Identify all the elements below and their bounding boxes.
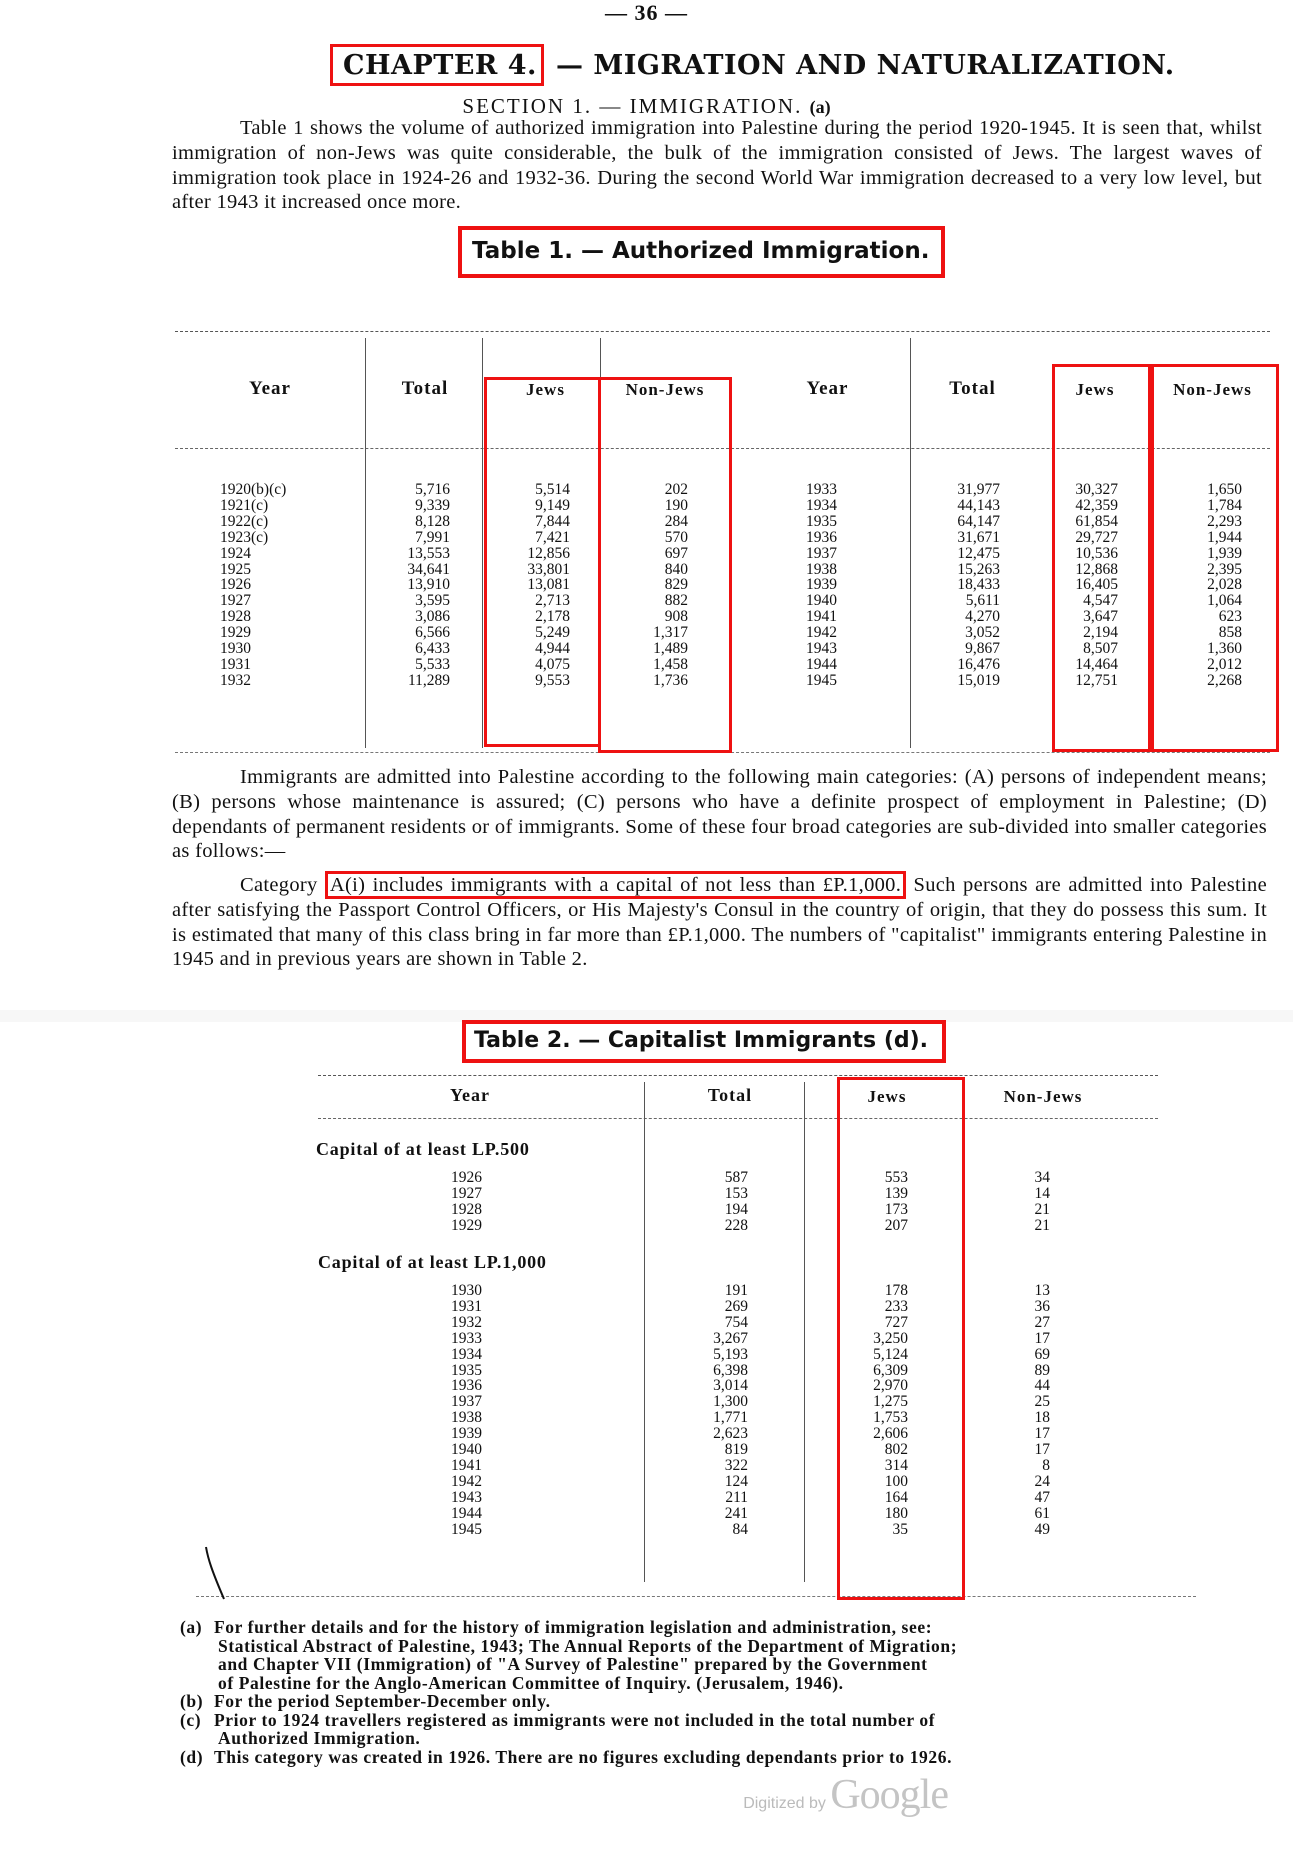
chapter-heading bbox=[330, 44, 1175, 86]
table-cell: 1942 bbox=[451, 1472, 482, 1490]
table-cell: 1924 bbox=[220, 544, 251, 562]
table-cell: 1,753 bbox=[873, 1409, 908, 1427]
table-cell: 5,716 bbox=[415, 481, 450, 498]
table2-group1-years bbox=[451, 1170, 511, 1234]
table-cell: 34 bbox=[1034, 1169, 1050, 1186]
table-cell: 1942 bbox=[806, 624, 837, 642]
table-cell: 16,405 bbox=[1075, 576, 1118, 594]
category-highlight: A(i) includes immigrants with a capital of not less than £P.1,000. bbox=[325, 871, 906, 899]
table-cell: 1940 bbox=[806, 592, 837, 610]
table1-divider bbox=[910, 338, 911, 748]
table-cell: 322 bbox=[724, 1456, 748, 1474]
table-cell: 69 bbox=[1034, 1345, 1050, 1363]
table2-header-non-jews: Non-Jews bbox=[1003, 1087, 1083, 1106]
categories-paragraph: Immigrants are admitted into Palestine according to the following main categories: (A) persons of independent means; (B) persons whose maintenance is assured; (C) persons who have a definite prospect of employment in Palestine; (D) dependants of permanent residents or of immigrants. Some of these four broad categories are sub-divided into smaller categories as follows:— bbox=[172, 766, 1267, 863]
table-cell: 2,395 bbox=[1207, 560, 1242, 578]
table-cell: 570 bbox=[664, 528, 688, 546]
table1-top-rule bbox=[175, 331, 1270, 332]
footnote-label: (d) bbox=[180, 1746, 204, 1767]
table-cell: 1,300 bbox=[713, 1393, 748, 1411]
table-cell: 1920(b)(c) bbox=[220, 481, 287, 498]
table-cell: 3,647 bbox=[1083, 608, 1118, 626]
table-cell: 12,751 bbox=[1075, 671, 1118, 689]
table-cell: 35 bbox=[892, 1520, 908, 1538]
table-cell: 5,611 bbox=[965, 592, 1000, 610]
table1-header-total: Total bbox=[401, 378, 449, 399]
table-cell: 754 bbox=[724, 1313, 748, 1331]
table-cell: 2,623 bbox=[713, 1425, 748, 1443]
table-cell: 24 bbox=[1034, 1472, 1050, 1490]
table2-group1-non-jews bbox=[1000, 1170, 1050, 1234]
table-cell: 1935 bbox=[451, 1361, 482, 1379]
table-cell: 553 bbox=[884, 1169, 908, 1186]
table-cell: 4,075 bbox=[535, 655, 570, 673]
table1-header-year: Year bbox=[806, 378, 849, 399]
table-cell: 84 bbox=[732, 1520, 748, 1538]
table-cell: 1932 bbox=[451, 1313, 482, 1331]
table-cell: 2,268 bbox=[1207, 671, 1242, 689]
table2-divider bbox=[644, 1082, 645, 1582]
footnote-text: Authorized Immigration. bbox=[218, 1728, 421, 1748]
highlight-box-jews-right bbox=[1052, 364, 1151, 752]
table-cell: 1943 bbox=[806, 640, 837, 658]
table-cell: 882 bbox=[664, 592, 688, 610]
table-cell: 5,124 bbox=[873, 1345, 908, 1363]
table-cell: 2,028 bbox=[1207, 576, 1242, 594]
table1-header-total: Total bbox=[949, 378, 996, 399]
table-cell: 2,293 bbox=[1207, 512, 1242, 530]
table-cell: 18,433 bbox=[957, 576, 1000, 594]
table-cell: 33,801 bbox=[527, 560, 570, 578]
table-cell: 17 bbox=[1034, 1425, 1050, 1443]
table-cell: 9,339 bbox=[415, 496, 450, 514]
table-cell: 190 bbox=[664, 496, 688, 514]
table-cell: 6,566 bbox=[415, 624, 450, 642]
table-cell: 1,064 bbox=[1207, 592, 1242, 610]
table-cell: 31,671 bbox=[957, 528, 1000, 546]
table-cell: 2,606 bbox=[873, 1425, 908, 1443]
footnote-text: and Chapter VII (Immigration) of "A Survey of Palestine" prepared by the Government bbox=[218, 1654, 928, 1674]
table-cell: 17 bbox=[1034, 1329, 1050, 1347]
table-cell: 1945 bbox=[451, 1520, 482, 1538]
table-cell: 207 bbox=[884, 1216, 908, 1234]
table2-header-total: Total bbox=[707, 1085, 753, 1105]
table-cell: 8 bbox=[1042, 1456, 1050, 1474]
table-cell: 1922(c) bbox=[220, 512, 269, 530]
table-cell: 12,856 bbox=[527, 544, 570, 562]
table-cell: 1928 bbox=[451, 1200, 482, 1218]
footnote bbox=[180, 1618, 1260, 1692]
table-cell: 124 bbox=[724, 1472, 748, 1490]
highlight-box-non-jews-right bbox=[1151, 364, 1279, 752]
table-cell: 2,178 bbox=[535, 608, 570, 626]
table-cell: 2,012 bbox=[1207, 655, 1242, 673]
table-cell: 164 bbox=[884, 1488, 908, 1506]
table-cell: 15,263 bbox=[957, 560, 1000, 578]
table-cell: 34,641 bbox=[407, 560, 450, 578]
table2-header-year: Year bbox=[450, 1085, 490, 1105]
table-cell: 4,270 bbox=[965, 608, 1000, 626]
table-cell: 47 bbox=[1034, 1488, 1050, 1506]
table-cell: 6,398 bbox=[713, 1361, 748, 1379]
footnote-label: (a) bbox=[180, 1617, 203, 1637]
table-cell: 5,514 bbox=[535, 481, 570, 498]
table-cell: 3,052 bbox=[965, 624, 1000, 642]
table-cell: 29,727 bbox=[1075, 528, 1118, 546]
table-cell: 16,476 bbox=[957, 655, 1000, 673]
table-cell: 1943 bbox=[451, 1488, 482, 1506]
highlight-box-non-jews-left bbox=[598, 377, 732, 753]
table-cell: 3,086 bbox=[415, 608, 450, 626]
table-cell: 194 bbox=[724, 1200, 748, 1218]
table-cell: 49 bbox=[1034, 1520, 1050, 1538]
table-cell: 13 bbox=[1034, 1282, 1050, 1299]
footnote-label: (b) bbox=[180, 1691, 204, 1711]
highlight-box-jews-table2 bbox=[837, 1077, 965, 1600]
table-cell: 1944 bbox=[806, 655, 837, 673]
table-cell: 7,991 bbox=[415, 528, 450, 546]
table1-header-non-jews: Non-Jews bbox=[1173, 380, 1252, 399]
table-cell: 1930 bbox=[451, 1282, 482, 1299]
table-cell: 14 bbox=[1034, 1184, 1050, 1202]
table1-right-total bbox=[920, 482, 1000, 689]
table2-title: Table 2. — Capitalist Immigrants (d). bbox=[462, 1020, 946, 1063]
table2-group1-total bbox=[688, 1170, 748, 1234]
table-cell: 153 bbox=[724, 1184, 748, 1202]
table-cell: 1,317 bbox=[653, 624, 688, 642]
table2-header-jews: Jews bbox=[867, 1087, 907, 1106]
table2-top-rule bbox=[318, 1075, 1158, 1076]
table-cell: 12,868 bbox=[1075, 560, 1118, 578]
table-cell: 25 bbox=[1034, 1393, 1050, 1411]
footnote bbox=[180, 1692, 1260, 1711]
table-cell: 1940 bbox=[451, 1441, 482, 1459]
table-cell: 908 bbox=[664, 608, 688, 626]
table-cell: 587 bbox=[724, 1169, 748, 1186]
table2-group2-label: Capital of at least LP.1,000 bbox=[318, 1252, 547, 1272]
table-cell: 8,128 bbox=[415, 512, 450, 530]
table-cell: 61 bbox=[1034, 1504, 1050, 1522]
chapter-title: — MIGRATION AND NATURALIZATION. bbox=[555, 50, 1175, 81]
table-cell: 1945 bbox=[806, 671, 837, 689]
section-title: SECTION 1. — IMMIGRATION. bbox=[462, 94, 803, 118]
table-cell: 3,267 bbox=[713, 1329, 748, 1347]
category-paragraph bbox=[172, 873, 1267, 972]
table-cell: 31,977 bbox=[957, 481, 1000, 498]
table1-right-years bbox=[806, 482, 866, 689]
table-cell: 13,553 bbox=[407, 544, 450, 562]
table-cell: 840 bbox=[664, 560, 688, 578]
table-cell: 1,771 bbox=[713, 1409, 748, 1427]
google-watermark bbox=[743, 1771, 948, 1819]
table-cell: 180 bbox=[884, 1504, 908, 1522]
footnote-text: This category was created in 1926. There are no figures excluding dependants prior to 1926. bbox=[214, 1746, 953, 1767]
table-cell: 7,421 bbox=[535, 528, 570, 546]
table-cell: 5,249 bbox=[535, 624, 570, 642]
table-cell: 1927 bbox=[220, 592, 251, 610]
table-cell: 18 bbox=[1034, 1409, 1050, 1427]
table-cell: 178 bbox=[884, 1282, 908, 1299]
table-cell: 3,014 bbox=[713, 1377, 748, 1395]
table-cell: 1,458 bbox=[653, 655, 688, 673]
table-cell: 1937 bbox=[806, 544, 837, 562]
table-cell: 4,944 bbox=[535, 640, 570, 658]
table-cell: 829 bbox=[664, 576, 688, 594]
table-cell: 9,149 bbox=[535, 496, 570, 514]
table-cell: 1938 bbox=[806, 560, 837, 578]
google-logo: Google bbox=[830, 1772, 948, 1818]
table-cell: 42,359 bbox=[1075, 496, 1118, 514]
table-cell: 1941 bbox=[451, 1456, 482, 1474]
table-cell: 1932 bbox=[220, 671, 251, 689]
table2-bottom-rule bbox=[196, 1596, 1196, 1597]
table-cell: 1,360 bbox=[1207, 640, 1242, 658]
table-cell: 2,194 bbox=[1083, 624, 1118, 642]
page-number: — 36 — bbox=[605, 0, 688, 25]
table-cell: 11,289 bbox=[407, 671, 450, 689]
table-cell: 2,970 bbox=[873, 1377, 908, 1395]
table-cell: 233 bbox=[884, 1297, 908, 1315]
table-cell: 5,193 bbox=[713, 1345, 748, 1363]
table-cell: 10,536 bbox=[1075, 544, 1118, 562]
table-cell: 1944 bbox=[451, 1504, 482, 1522]
footnote-text: For the period September-December only. bbox=[214, 1691, 551, 1711]
table-cell: 1,784 bbox=[1207, 496, 1242, 514]
footnote bbox=[180, 1711, 1260, 1748]
table1-header-jews: Jews bbox=[526, 380, 565, 399]
table-cell: 27 bbox=[1034, 1313, 1050, 1331]
footnote-text: Prior to 1924 travellers registered as immigrants were not included in the total number of bbox=[214, 1709, 936, 1730]
table-cell: 1939 bbox=[451, 1425, 482, 1443]
table1-divider bbox=[365, 338, 366, 748]
table-cell: 1929 bbox=[220, 624, 251, 642]
table-cell: 1,944 bbox=[1207, 528, 1242, 546]
table-cell: 1933 bbox=[451, 1329, 482, 1347]
table1-header-jews: Jews bbox=[1075, 380, 1115, 399]
table-cell: 284 bbox=[664, 512, 688, 530]
table-cell: 802 bbox=[884, 1441, 908, 1459]
table-cell: 1928 bbox=[220, 608, 251, 626]
table-cell: 1,489 bbox=[653, 640, 688, 658]
table-cell: 1939 bbox=[806, 576, 837, 594]
table-cell: 1938 bbox=[451, 1409, 482, 1427]
table-cell: 17 bbox=[1034, 1441, 1050, 1459]
table-cell: 1925 bbox=[220, 560, 251, 578]
table-cell: 269 bbox=[724, 1297, 748, 1315]
table1-divider bbox=[482, 338, 483, 748]
table-cell: 697 bbox=[664, 544, 688, 562]
table2-group1-label: Capital of at least LP.500 bbox=[316, 1139, 530, 1159]
table-cell: 15,019 bbox=[957, 671, 1000, 689]
footnote-text: of Palestine for the Anglo-American Committee of Inquiry. (Jerusalem, 1946). bbox=[218, 1672, 844, 1693]
table-cell: 61,854 bbox=[1075, 512, 1118, 530]
table-cell: 211 bbox=[725, 1488, 748, 1506]
table-cell: 1931 bbox=[220, 655, 251, 673]
table-cell: 30,327 bbox=[1075, 481, 1118, 498]
intro-paragraph: Table 1 shows the volume of authorized immigration into Palestine during the period 1920-1945. It is seen that, whilst immigration of non-Jews was quite considerable, the bulk of the immigration consisted of Jews. The largest waves of immigration took place in 1924-26 and 1932-36. During the second World War immigration decreased to a very low level, but after 1943 it increased once more. bbox=[172, 117, 1262, 214]
table2-group2-non-jews bbox=[1000, 1283, 1050, 1538]
table2-group2-years bbox=[451, 1283, 511, 1538]
table-cell: 1937 bbox=[451, 1393, 482, 1411]
table-cell: 1927 bbox=[451, 1184, 482, 1202]
table-cell: 1936 bbox=[451, 1377, 482, 1395]
table1-left-years bbox=[220, 482, 320, 689]
table-cell: 12,475 bbox=[957, 544, 1000, 562]
chapter-label: CHAPTER 4. bbox=[330, 44, 544, 86]
table-cell: 7,844 bbox=[535, 512, 570, 530]
table-cell: 1,275 bbox=[873, 1393, 908, 1411]
table-cell: 64,147 bbox=[957, 512, 1000, 530]
table-cell: 9,867 bbox=[965, 640, 1000, 658]
table-cell: 1923(c) bbox=[220, 528, 269, 546]
table-cell: 9,553 bbox=[535, 671, 570, 689]
table-cell: 241 bbox=[724, 1504, 748, 1522]
table-cell: 1935 bbox=[806, 512, 837, 530]
category-lead: Category bbox=[240, 874, 318, 896]
table-cell: 1929 bbox=[451, 1216, 482, 1234]
table-cell: 13,910 bbox=[407, 576, 450, 594]
table-cell: 623 bbox=[1218, 608, 1242, 626]
footnote bbox=[180, 1748, 1260, 1767]
table-cell: 727 bbox=[884, 1313, 908, 1331]
table-cell: 202 bbox=[664, 481, 688, 498]
footnote-text: For further details and for the history of immigration legislation and administration, see: bbox=[214, 1617, 933, 1637]
table-cell: 4,547 bbox=[1083, 592, 1118, 610]
table2-group2-total bbox=[688, 1283, 748, 1538]
category-rest: Such persons are admitted into Palestine after satisfying the Passport Control Officers, or His Majesty's Consul in the country of origin, that they do possess this sum. It is estimated that many of this class bring in far more than £P.1,000. The numbers of "capitalist" immigrants entering Palestine in 1945 and in previous years are shown in Table 2. bbox=[172, 874, 1267, 971]
table-cell: 1941 bbox=[806, 608, 837, 626]
table-cell: 1921(c) bbox=[220, 496, 269, 514]
footnote-label: (c) bbox=[180, 1709, 202, 1730]
table-cell: 6,433 bbox=[415, 640, 450, 658]
table-cell: 14,464 bbox=[1075, 655, 1118, 673]
table-cell: 6,309 bbox=[873, 1361, 908, 1379]
table2-divider bbox=[804, 1082, 805, 1582]
table-cell: 228 bbox=[724, 1216, 748, 1234]
table1-title: Table 1. — Authorized Immigration. bbox=[458, 226, 945, 278]
table-cell: 1933 bbox=[806, 481, 837, 498]
highlight-box-jews-left bbox=[484, 377, 601, 747]
table-cell: 1926 bbox=[451, 1169, 482, 1186]
table-cell: 1930 bbox=[220, 640, 251, 658]
table-cell: 100 bbox=[884, 1472, 908, 1490]
table1-header-year: Year bbox=[249, 378, 291, 399]
table-cell: 21 bbox=[1034, 1200, 1050, 1218]
table-cell: 13,081 bbox=[527, 576, 570, 594]
table-cell: 1934 bbox=[451, 1345, 482, 1363]
table-cell: 1934 bbox=[806, 496, 837, 514]
table-cell: 8,507 bbox=[1083, 640, 1118, 658]
table-cell: 1,650 bbox=[1207, 481, 1242, 498]
table-cell: 36 bbox=[1034, 1297, 1050, 1315]
watermark-prefix: Digitized by bbox=[743, 1795, 826, 1812]
table-cell: 314 bbox=[884, 1456, 908, 1474]
table-cell: 2,713 bbox=[535, 592, 570, 610]
section-footnote-ref: (a) bbox=[809, 97, 831, 117]
table-cell: 89 bbox=[1034, 1361, 1050, 1379]
table2-header-rule bbox=[318, 1118, 1158, 1119]
table-cell: 1931 bbox=[451, 1297, 482, 1315]
table-cell: 21 bbox=[1034, 1216, 1050, 1234]
table-cell: 44,143 bbox=[957, 496, 1000, 514]
footnotes bbox=[180, 1618, 1260, 1766]
table-cell: 858 bbox=[1218, 624, 1242, 642]
table-cell: 3,595 bbox=[415, 592, 450, 610]
table1-left-total bbox=[370, 482, 450, 689]
table-cell: 5,533 bbox=[415, 655, 450, 673]
footnote-text: Statistical Abstract of Palestine, 1943; The Annual Reports of the Department of Migration; bbox=[218, 1635, 958, 1656]
table-cell: 1,939 bbox=[1207, 544, 1242, 562]
table-cell: 44 bbox=[1034, 1377, 1050, 1395]
table-cell: 1926 bbox=[220, 576, 251, 594]
table-cell: 3,250 bbox=[873, 1329, 908, 1347]
table-cell: 1936 bbox=[806, 528, 837, 546]
table1-header-non-jews: Non-Jews bbox=[625, 380, 705, 399]
table-cell: 819 bbox=[724, 1441, 748, 1459]
table-cell: 191 bbox=[724, 1282, 748, 1299]
table-cell: 139 bbox=[884, 1184, 908, 1202]
table-cell: 173 bbox=[884, 1200, 908, 1218]
pen-stroke-mark bbox=[200, 1545, 230, 1603]
table-cell: 1,736 bbox=[653, 671, 688, 689]
